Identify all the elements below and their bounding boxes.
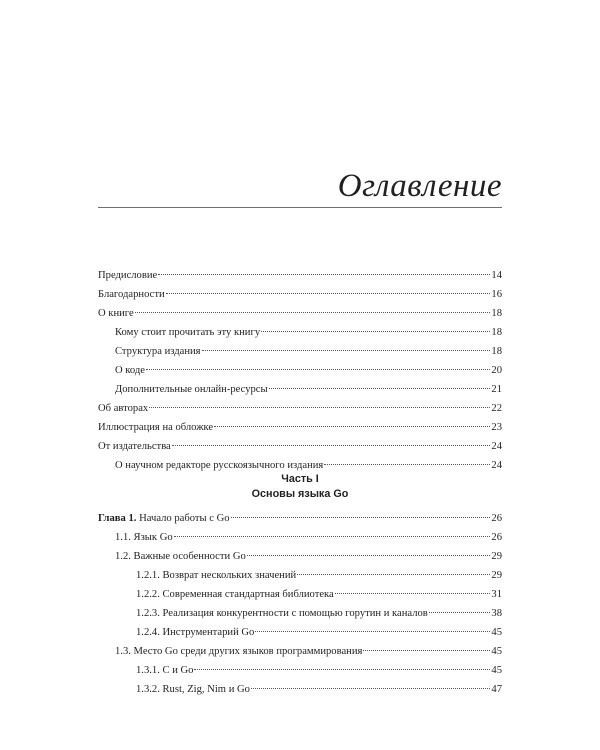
toc-chapter-1 — [98, 513, 502, 703]
part-heading — [98, 473, 502, 503]
toc-entry[interactable]: Кому стоит прочитать эту книгу 18 — [115, 327, 502, 338]
toc-entry[interactable]: 1.2.1. Возврат нескольких значений 29 — [136, 570, 502, 581]
chapter-prefix: Глава 1. — [98, 513, 137, 524]
part-title: Основы языка Go — [251, 488, 349, 500]
toc-entry[interactable]: От издательства 24 — [98, 441, 502, 452]
page-title: Оглавление — [337, 168, 502, 204]
toc-entry[interactable]: О научном редакторе русскоязычного издания 24 — [115, 460, 502, 471]
part-number: Часть I — [281, 473, 319, 485]
toc-entry[interactable]: 1.3. Место Go среди других языков программирования 45 — [115, 646, 502, 657]
toc-entry[interactable]: Структура издания 18 — [115, 346, 502, 357]
toc-entry[interactable]: 1.2.4. Инструментарий Go 45 — [136, 627, 502, 638]
toc-entry[interactable]: 1.3.2. Rust, Zig, Nim и Go 47 — [136, 684, 502, 695]
toc-chapter-entry[interactable]: Глава 1. Начало работы с Go 26 — [98, 513, 502, 524]
toc-entry[interactable]: 1.2.3. Реализация конкурентности с помощью горутин и каналов 38 — [136, 608, 502, 619]
toc-entry[interactable]: 1.3.1. C и Go 45 — [136, 665, 502, 676]
toc-entry[interactable]: Иллюстрация на обложке 23 — [98, 422, 502, 433]
toc-entry[interactable]: Благодарности 16 — [98, 289, 502, 300]
toc-entry[interactable]: Предисловие 14 — [98, 270, 502, 281]
toc-entry[interactable]: 1.2. Важные особенности Go 29 — [115, 551, 502, 562]
toc-entry[interactable]: 1.2.2. Современная стандартная библиотека 31 — [136, 589, 502, 600]
chapter-title: Начало работы с Go — [139, 513, 230, 524]
toc-entry[interactable]: Об авторах 22 — [98, 403, 502, 414]
toc-entry[interactable]: Дополнительные онлайн-ресурсы 21 — [115, 384, 502, 395]
toc-front-matter — [98, 270, 502, 479]
toc-entry[interactable]: О коде 20 — [115, 365, 502, 376]
toc-entry[interactable]: О книге 18 — [98, 308, 502, 319]
toc-entry[interactable]: 1.1. Язык Go 26 — [115, 532, 502, 543]
title-divider — [98, 207, 502, 208]
